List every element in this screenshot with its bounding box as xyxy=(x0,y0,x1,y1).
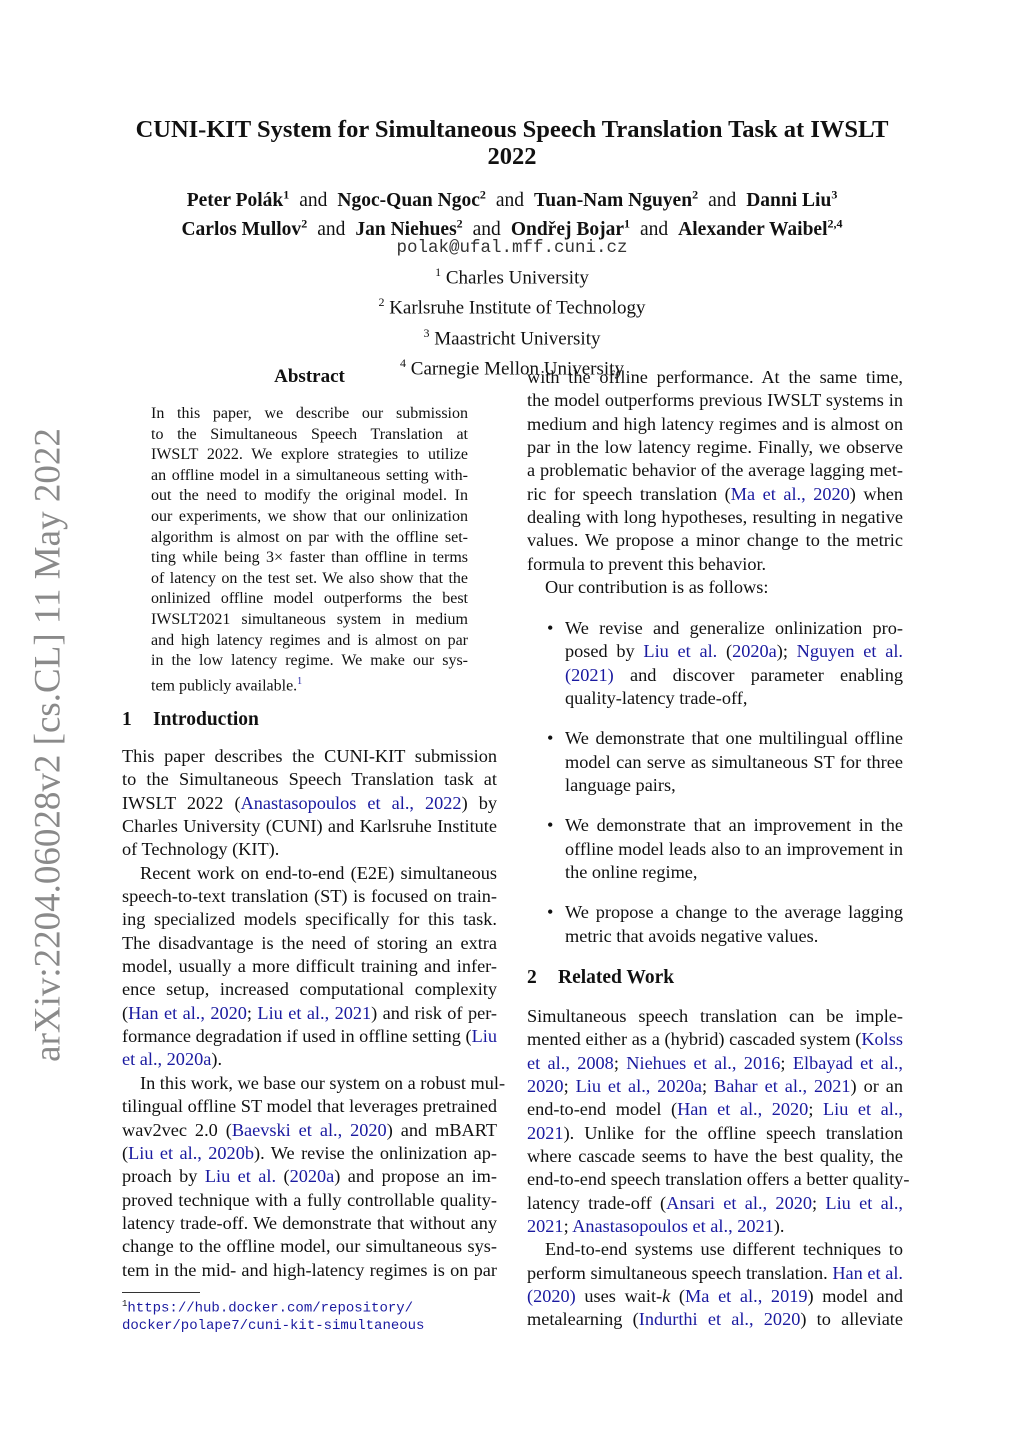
text-line xyxy=(122,932,497,955)
abstract-heading: Abstract xyxy=(274,366,345,387)
citation-link[interactable]: 2020a xyxy=(732,641,777,662)
text-line xyxy=(527,389,903,412)
text-run: end-to-end speech translation offers a better quality- xyxy=(527,1169,910,1190)
section-title: Related Work xyxy=(558,967,675,988)
citation-link[interactable]: (2020) xyxy=(527,1286,576,1307)
affiliation-mark: 2 xyxy=(378,295,385,310)
footnote-link[interactable] xyxy=(122,1296,424,1318)
text-line xyxy=(151,672,468,697)
affiliation-mark: 1 xyxy=(283,187,290,201)
section-number: 1 xyxy=(122,709,132,730)
text-run: ( xyxy=(717,641,733,662)
text-run: ); xyxy=(776,641,797,662)
text-run: ( xyxy=(670,1286,686,1307)
title-line: 2022 xyxy=(487,143,537,170)
author-name: Carlos Mullov$^2$ xyxy=(181,216,308,240)
text-run: algorithm is almost on par with the offline set- xyxy=(151,528,468,546)
text-run: and discover parameter enabling xyxy=(613,664,903,685)
citation-link[interactable]: Anastasopoulos et al., 2022 xyxy=(240,792,462,813)
text-run: our experiments, we show that our onlinization xyxy=(151,507,468,525)
text-line xyxy=(565,861,903,884)
footnote-mark-link[interactable]: 1 xyxy=(297,675,303,687)
text-run: and high latency regimes and is almost on par xyxy=(151,631,468,649)
text-line xyxy=(151,589,468,610)
text-run: ( xyxy=(122,1142,129,1163)
citation-link[interactable]: et al., 2008 xyxy=(527,1052,614,1073)
text-run: model, usually a more difficult training and infer- xyxy=(122,956,497,977)
math-variable: k xyxy=(662,1286,671,1307)
text-run: Charles University (CUNI) and Karlsruhe Institute xyxy=(122,816,497,837)
text-run: ) by xyxy=(461,792,497,813)
text-line xyxy=(151,610,468,631)
footnote-url-line[interactable]: https://hub.docker.com/repository/ xyxy=(127,1300,414,1317)
affiliation xyxy=(0,290,1024,320)
citation-link[interactable]: Ma et al., 2019 xyxy=(685,1286,808,1307)
introduction-body xyxy=(122,745,506,1282)
affiliation-name: Charles University xyxy=(441,267,589,289)
text-run: language pairs, xyxy=(565,775,676,796)
citation-link[interactable]: 2021 xyxy=(527,1122,564,1143)
text-line xyxy=(122,1025,497,1048)
text-line xyxy=(151,528,468,549)
affiliations xyxy=(0,260,1024,381)
text-line xyxy=(122,1212,497,1235)
text-run: of Technology (KIT). xyxy=(122,839,280,860)
contribution-list xyxy=(527,617,903,965)
text-line xyxy=(122,1119,497,1142)
citation-link[interactable]: Han et al., 2020 xyxy=(677,1099,809,1120)
text-line xyxy=(122,745,497,768)
citation-link[interactable]: 2020 xyxy=(527,1076,564,1097)
section-heading-introduction xyxy=(122,709,259,731)
text-line xyxy=(151,404,468,425)
text-run: ). We revise the onlinization ap- xyxy=(253,1142,497,1163)
text-run: onlinized offline model outperforms the best xyxy=(151,590,468,608)
citation-link[interactable]: Bahar et al., 2021 xyxy=(714,1076,851,1097)
text-line xyxy=(122,1048,497,1071)
text-line xyxy=(527,1145,903,1168)
text-run: Recent work on end-to-end (E2E) simultaneous xyxy=(140,862,497,883)
text-run: Our contribution is as follows: xyxy=(545,577,769,598)
text-run: with the offline performance. At the same time, xyxy=(527,367,903,387)
text-line xyxy=(565,727,903,750)
affiliation-mark: 2 xyxy=(456,216,463,230)
affiliation-mark: 2 xyxy=(692,187,699,201)
text-run: ; xyxy=(563,1076,576,1097)
text-run: ; xyxy=(780,1052,793,1073)
text-run: Simultaneous speech translation can be imple- xyxy=(527,1006,903,1026)
text-run: The disadvantage is the need of storing an extra xyxy=(122,932,497,953)
affiliation-name: Karlsruhe Institute of Technology xyxy=(384,297,646,319)
text-line xyxy=(565,814,903,837)
affiliation-mark: 4 xyxy=(400,355,407,370)
bullet-icon: • xyxy=(547,902,554,923)
citation-link[interactable]: Niehues et al., 2016 xyxy=(626,1052,781,1073)
text-run: ) or an xyxy=(850,1076,903,1097)
bullet-icon: • xyxy=(547,728,554,749)
text-run: ting while being 3× faster than offline in terms xyxy=(151,549,468,567)
text-run: values. We propose a minor change to the metric xyxy=(527,530,903,551)
text-line xyxy=(527,459,903,482)
text-run: where cascade seems to have the best quality, the xyxy=(527,1146,903,1167)
text-run: We demonstrate that one multilingual offline xyxy=(565,728,903,749)
text-run: of latency on the test set. We also show that the xyxy=(151,569,468,587)
text-run: IWSLT2021 simultaneous system in medium xyxy=(151,610,468,628)
affiliation-name: Carnegie Mellon University xyxy=(406,358,624,380)
author-name: Jan Niehues$^2$ xyxy=(355,216,463,240)
text-run: metric that avoids negative values. xyxy=(565,925,819,946)
text-run: posed by xyxy=(565,641,644,662)
text-run: ) and mBART xyxy=(386,1119,497,1140)
citation-link[interactable]: Liu et al. xyxy=(643,641,718,662)
text-run: uses wait- xyxy=(575,1286,663,1307)
text-line xyxy=(122,1002,497,1025)
text-line xyxy=(527,1005,903,1028)
citation-link[interactable]: Liu et al., 2020b xyxy=(128,1142,254,1163)
text-line xyxy=(151,507,468,528)
text-run: dealing with long hypotheses, resulting in negative xyxy=(527,507,903,528)
text-run: quality-latency trade-off, xyxy=(565,688,748,709)
text-run: ) and propose an im- xyxy=(334,1166,497,1187)
text-line xyxy=(565,774,903,797)
arxiv-stamp: arXiv:2204.06028v2 [cs.CL] 11 May 2022 xyxy=(27,428,69,1062)
text-run: We demonstrate that an improvement in the xyxy=(565,815,903,836)
text-line xyxy=(122,908,497,931)
text-run: perform simultaneous speech translation. xyxy=(527,1262,833,1283)
text-run: ; xyxy=(563,1216,573,1237)
abstract-body xyxy=(151,404,468,697)
text-run: ; xyxy=(812,1192,826,1213)
text-line xyxy=(527,1075,903,1098)
text-run: formula to prevent this behavior. xyxy=(527,553,767,574)
text-run: in the low latency regime. We make our sys- xyxy=(151,652,468,670)
text-line xyxy=(565,640,903,663)
author-separator: and xyxy=(495,189,525,211)
author-name: Ondřej Bojar$^1$ xyxy=(510,216,631,240)
text-run: ; xyxy=(808,1099,823,1120)
text-line xyxy=(151,569,468,590)
text-line xyxy=(122,885,497,908)
citation-link[interactable]: Han et al., 2020 xyxy=(128,1002,247,1023)
text-run: ) and risk of per- xyxy=(371,1002,498,1023)
text-run: ; xyxy=(246,1002,258,1023)
text-run: ing specialized models specifically for this task. xyxy=(122,909,497,930)
section-title: Introduction xyxy=(153,709,259,730)
text-line xyxy=(527,1238,903,1261)
affiliation-name: Maastricht University xyxy=(429,327,601,349)
citation-link[interactable]: Baevski et al., 2020 xyxy=(231,1119,387,1140)
citation-link[interactable]: Liu et al., xyxy=(822,1099,903,1120)
author-separator: and xyxy=(708,189,737,211)
citation-link[interactable]: Liu et al., xyxy=(825,1192,904,1213)
text-line xyxy=(151,425,468,446)
text-run: par in the low latency regime. Finally, we observe xyxy=(527,437,903,458)
text-line xyxy=(151,631,468,652)
author-separator: and xyxy=(640,218,669,240)
text-run: This paper describes the CUNI-KIT submission xyxy=(122,746,497,766)
text-line xyxy=(122,768,497,791)
text-run: In this paper, we describe our submission xyxy=(151,405,468,422)
text-line xyxy=(565,901,903,924)
text-line xyxy=(151,486,468,507)
citation-link[interactable]: Liu et al. xyxy=(204,1166,277,1187)
text-run: ; xyxy=(613,1052,627,1073)
text-run: tilingual offline ST model that leverages pretrained xyxy=(122,1096,497,1117)
contribution-item xyxy=(527,617,903,710)
text-run: ; xyxy=(701,1076,714,1097)
text-run: ). xyxy=(211,1049,223,1070)
text-run: ). Unlike for the offline speech translation xyxy=(563,1122,903,1143)
text-run: ) to alleviate xyxy=(800,1309,903,1330)
text-line xyxy=(565,617,903,640)
section-number: 2 xyxy=(527,967,537,988)
author-separator: and xyxy=(317,218,346,240)
citation-link[interactable]: Ma et al., 2020 xyxy=(730,483,850,504)
text-line xyxy=(122,955,497,978)
citation-link[interactable]: Liu xyxy=(471,1026,497,1047)
text-run: medium and high latency regimes and is almost on xyxy=(527,413,903,434)
text-run: out the need to modify the original model. In xyxy=(151,487,468,505)
text-run: IWSLT 2022. We explore strategies to utilize xyxy=(151,446,468,464)
text-line xyxy=(151,548,468,569)
text-run: latency trade-off ( xyxy=(527,1192,667,1213)
title-line: CUNI-KIT System for Simultaneous Speech Translation Task at IWSLT xyxy=(135,116,889,143)
text-run: ence setup, increased computational complexity xyxy=(122,979,497,1000)
text-line xyxy=(565,687,903,710)
author-separator: and xyxy=(472,218,501,240)
text-line xyxy=(565,925,903,948)
footnote-mark: 1 xyxy=(122,1299,128,1309)
affiliation xyxy=(0,260,1024,290)
bullet-icon: • xyxy=(547,618,554,638)
text-line xyxy=(122,1142,497,1165)
text-line xyxy=(122,978,497,1001)
affiliation-mark: 2 xyxy=(479,187,486,201)
author-email[interactable]: polak@ufal.mff.cuni.cz xyxy=(396,238,628,258)
citation-link[interactable]: Ansari et al., 2020 xyxy=(666,1192,812,1213)
text-run: ric for speech translation ( xyxy=(527,483,731,504)
text-line xyxy=(527,1098,903,1121)
section-heading-related-work xyxy=(527,967,674,989)
text-run: the online regime, xyxy=(565,862,698,883)
affiliation-mark: 3 xyxy=(423,325,430,340)
author-name: Alexander Waibel$^{2,4}$ xyxy=(678,216,843,240)
text-line xyxy=(527,1285,903,1308)
citation-link[interactable]: (2021) xyxy=(565,664,614,685)
citation-link[interactable]: et al., 2020a xyxy=(122,1049,212,1070)
text-run: wav2vec 2.0 ( xyxy=(122,1119,232,1140)
citation-link[interactable]: 2021 xyxy=(527,1216,564,1237)
text-line xyxy=(122,1165,497,1188)
text-run: to the Simultaneous Speech Translation at xyxy=(151,425,468,443)
text-run: ) when xyxy=(849,483,903,504)
text-line xyxy=(527,576,903,599)
text-line xyxy=(527,529,903,552)
affiliation-mark: 2,4 xyxy=(827,216,843,230)
text-line xyxy=(122,1235,497,1258)
text-run: ( xyxy=(276,1166,290,1187)
text-run: an offline model in a simultaneous setting with- xyxy=(151,466,468,484)
text-line xyxy=(122,1189,497,1212)
text-line xyxy=(122,838,497,861)
text-line xyxy=(527,1122,903,1145)
author-separator: and xyxy=(299,189,328,211)
text-line xyxy=(527,413,903,436)
text-run: to the Simultaneous Speech Translation task at xyxy=(122,769,497,790)
text-run: metalearning ( xyxy=(527,1309,639,1330)
text-run: latency trade-off. We demonstrate that without any xyxy=(122,1212,497,1233)
contribution-item xyxy=(527,901,903,948)
text-run: ) model and xyxy=(807,1286,904,1307)
affiliation xyxy=(0,321,1024,351)
footnote xyxy=(122,1296,424,1336)
text-run: End-to-end systems use different techniques to xyxy=(545,1239,903,1260)
affiliation-mark: 3 xyxy=(831,187,838,201)
text-run: formance degradation if used in offline setting ( xyxy=(122,1026,472,1047)
paper-title xyxy=(0,116,1024,170)
text-line xyxy=(527,1168,910,1191)
citation-link[interactable]: 2020a xyxy=(289,1166,335,1187)
text-run: We revise and generalize onlinization pro- xyxy=(565,618,903,638)
affiliation-mark: 2 xyxy=(301,216,308,230)
text-run: proved technique with a fully controllable quality- xyxy=(122,1189,497,1210)
introduction-continued xyxy=(527,366,903,599)
text-line xyxy=(527,1192,903,1215)
author-name: Tuan-Nam Nguyen$^2$ xyxy=(534,187,699,211)
text-run: change to the offline model, our simultaneous sys- xyxy=(122,1236,497,1257)
citation-link[interactable]: Liu et al., 2021 xyxy=(257,1002,372,1023)
citation-link[interactable]: Anastasopoulos et al., 2021 xyxy=(572,1216,774,1237)
text-run: IWSLT 2022 ( xyxy=(122,792,241,813)
text-line xyxy=(527,506,903,529)
citation-link[interactable]: Elbayad et al., xyxy=(792,1052,903,1073)
citation-link[interactable]: Indurthi et al., 2020 xyxy=(638,1309,801,1330)
citation-link[interactable]: Nguyen et al. xyxy=(796,641,903,662)
text-line xyxy=(527,1215,903,1238)
author-name: Danni Liu$^3$ xyxy=(746,187,838,211)
text-run: end-to-end model ( xyxy=(527,1099,678,1120)
bullet-icon: • xyxy=(547,815,554,836)
text-line xyxy=(151,445,468,466)
text-run: tem in the mid- and high-latency regimes is on par xyxy=(122,1259,497,1280)
author-name: Ngoc-Quan Ngoc$^2$ xyxy=(337,187,486,211)
text-line xyxy=(527,366,903,389)
footnote-divider xyxy=(122,1292,200,1293)
text-run: speech-to-text translation (ST) is focused on train- xyxy=(122,886,497,907)
text-line xyxy=(122,862,497,885)
text-line xyxy=(565,751,903,774)
affiliation-mark: 1 xyxy=(624,216,631,230)
affiliation-mark: 1 xyxy=(435,265,442,279)
contribution-item xyxy=(527,814,903,884)
text-run: proach by xyxy=(122,1166,205,1187)
text-line xyxy=(565,664,903,687)
text-line xyxy=(122,1095,497,1118)
text-run: ( xyxy=(122,1002,129,1023)
text-run: a problematic behavior of the average lagging met- xyxy=(527,460,903,481)
text-line xyxy=(527,436,903,459)
citation-link[interactable]: Han et al. xyxy=(832,1262,903,1283)
text-line xyxy=(527,1052,903,1075)
text-run: tem publicly available. xyxy=(151,677,298,695)
related-work-body xyxy=(527,1005,910,1332)
text-line xyxy=(527,553,903,576)
text-line xyxy=(122,1072,506,1095)
text-run: mented either as a (hybrid) cascaded system ( xyxy=(527,1029,862,1050)
text-line xyxy=(527,1028,903,1051)
text-line xyxy=(122,815,497,838)
text-run: offline model leads also to an improvement in xyxy=(565,838,903,859)
text-line xyxy=(527,483,903,506)
citation-link[interactable]: Liu et al., 2020a xyxy=(575,1076,702,1097)
text-run: ). xyxy=(773,1216,785,1237)
contribution-item xyxy=(527,727,903,797)
text-line xyxy=(527,1262,903,1285)
text-run: In this work, we base our system on a robust mul- xyxy=(140,1072,506,1093)
text-line xyxy=(122,1259,497,1282)
text-line xyxy=(151,466,468,487)
footnote-link[interactable]: docker/polape7/cuni-kit-simultaneous xyxy=(122,1318,425,1335)
text-line xyxy=(565,838,903,861)
text-run: model can serve as simultaneous ST for three xyxy=(565,751,903,772)
text-run: We propose a change to the average lagging xyxy=(565,902,903,923)
text-run: the model outperforms previous IWSLT systems in xyxy=(527,390,903,411)
text-line xyxy=(527,1308,903,1331)
author-name: Peter Polák$^1$ xyxy=(186,187,290,211)
text-line xyxy=(151,651,468,672)
citation-link[interactable]: Kolss xyxy=(861,1029,903,1050)
text-line xyxy=(122,792,497,815)
